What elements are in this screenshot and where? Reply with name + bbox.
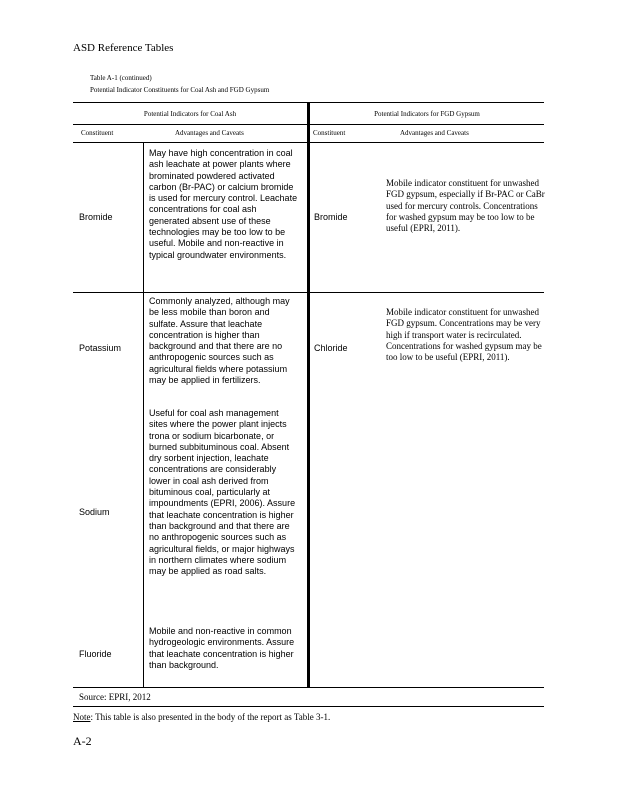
constituent-bromide-coal: Bromide	[79, 212, 113, 222]
advantages-bromide-coal: May have high concentration in coal ash leachate at power plants where brominated powdered activated carbon (Br-PAC) or calcium bromide is used for mercury control. Leachate concentrations for coal ash generated absent use of these technologies may be too low to be useful. Mobile and non-reactive in typical groundwater environments.	[149, 148, 298, 260]
table-note	[73, 712, 330, 722]
advantages-chloride: Mobile indicator constituent for unwashed FGD gypsum. Concentrations may be very high if transport water is recirculated. Concentrations for washed gypsum may be too low to be useful (EPRI, 2011).	[386, 307, 542, 363]
table-caption-number: Table A-1 (continued)	[90, 74, 152, 82]
col-header-constituent: Constituent	[81, 129, 114, 137]
col-header-advantages-right: Advantages and Caveats	[400, 129, 469, 137]
constituent-sodium: Sodium	[79, 507, 110, 517]
constituent-chloride: Chloride	[314, 343, 348, 353]
left-group-header: Potential Indicators for Coal Ash	[143, 110, 237, 118]
column-divider-left	[143, 142, 144, 687]
right-group-header: Potential Indicators for FGD Gypsum	[374, 110, 480, 118]
advantages-potassium: Commonly analyzed, although may be less mobile than boron and sulfate. Assure that leachate concentration is higher than background and that there are no anthropogenic sources such as agricultural fields where potassium may be applied in fertilizers.	[149, 296, 290, 386]
source-rule	[73, 706, 544, 707]
constituent-potassium: Potassium	[79, 343, 122, 353]
table-caption-title: Potential Indicator Constituents for Coal Ash and FGD Gypsum	[90, 86, 270, 94]
advantages-sodium: Useful for coal ash management sites where the power plant injects trona or sodium bicarbonate, or burned subbituminous coal. Absent dry sorbent injection, leachate concentrations are considerably lower in coal ash derived from bituminous coal, particularly at impoundments (EPRI, 2006). Assure that leachate concentration is higher than background and that there are no anthropogenic sources such as agricultural fields, or major highways in northern climates where sodium may be applied as road salts.	[149, 408, 296, 577]
page-number: A-2	[73, 734, 92, 748]
running-header: ASD Reference Tables	[73, 42, 174, 54]
table-bottom-rule	[73, 687, 544, 688]
col-header-constituent-right: Constituent	[313, 129, 346, 137]
table-source: Source: EPRI, 2012	[79, 692, 151, 702]
advantages-bromide-gypsum: Mobile indicator constituent for unwashed FGD gypsum, especially if Br-PAC or CaBr used for mercury controls. Concentrations for washed gypsum may be too low to be useful (EPRI, 2011).	[386, 178, 545, 234]
note-label: Note	[73, 712, 91, 722]
advantages-fluoride: Mobile and non-reactive in common hydrogeologic environments. Assure that leachate concentration is higher than background.	[149, 626, 295, 670]
constituent-fluoride: Fluoride	[79, 649, 112, 659]
col-header-advantages: Advantages and Caveats	[175, 129, 244, 137]
group-divider	[307, 102, 310, 687]
constituent-bromide-gypsum: Bromide	[314, 212, 348, 222]
note-text: : This table is also presented in the body of the report as Table 3-1.	[90, 712, 331, 722]
